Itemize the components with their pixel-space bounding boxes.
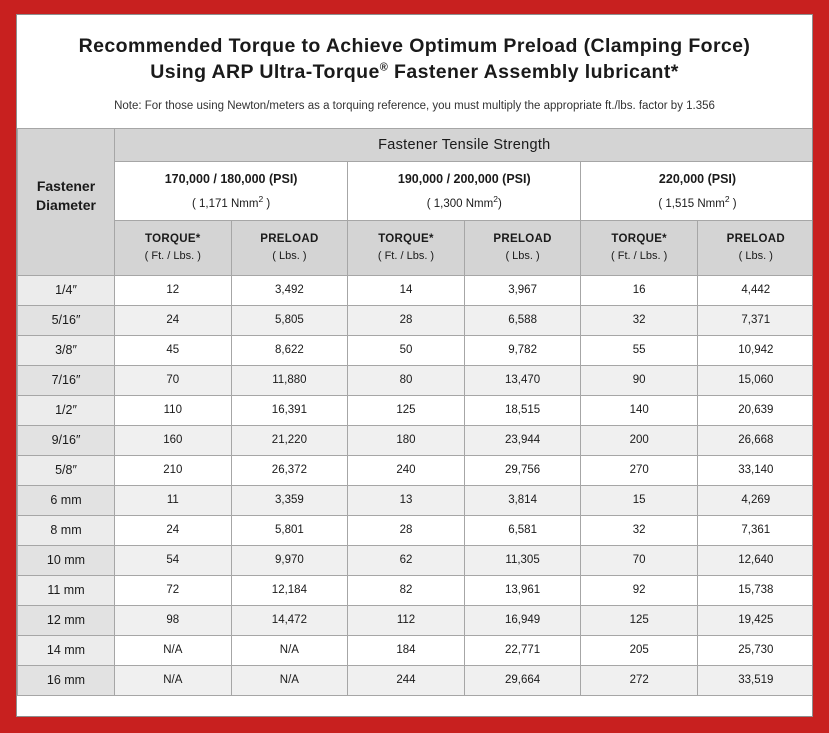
cell-preload-3: 19,425 xyxy=(697,605,813,635)
cell-torque-1: 72 xyxy=(115,575,232,605)
cell-preload-3: 10,942 xyxy=(697,335,813,365)
cell-torque-2: 82 xyxy=(348,575,465,605)
table-row xyxy=(18,575,814,605)
cell-preload-2: 23,944 xyxy=(464,425,581,455)
cell-preload-3: 15,738 xyxy=(697,575,813,605)
cell-torque-1: 110 xyxy=(115,395,232,425)
cell-preload-3: 33,519 xyxy=(697,665,813,695)
row-diameter: 5/8″ xyxy=(18,455,115,485)
cell-torque-3: 15 xyxy=(581,485,698,515)
cell-torque-3: 90 xyxy=(581,365,698,395)
cell-torque-3: 92 xyxy=(581,575,698,605)
cell-torque-1: 45 xyxy=(115,335,232,365)
header-col-torque-1-name: TORQUE* xyxy=(145,233,201,246)
table-row xyxy=(18,515,814,545)
table-row xyxy=(18,545,814,575)
strength-3-metric-main: ( 1,515 Nmm xyxy=(658,198,725,211)
cell-preload-2: 29,756 xyxy=(464,455,581,485)
table-head xyxy=(18,128,814,275)
header-col-preload-3-unit: ( Lbs. ) xyxy=(738,250,773,263)
header-strength-group-3 xyxy=(581,161,813,220)
cell-torque-1: 70 xyxy=(115,365,232,395)
header-col-preload-1 xyxy=(231,220,348,275)
registered-mark: ® xyxy=(379,61,389,74)
row-diameter: 5/16″ xyxy=(18,305,115,335)
cell-preload-2: 3,967 xyxy=(464,275,581,305)
cell-torque-2: 240 xyxy=(348,455,465,485)
cell-preload-1: 3,359 xyxy=(231,485,348,515)
cell-torque-3: 55 xyxy=(581,335,698,365)
cell-preload-3: 26,668 xyxy=(697,425,813,455)
cell-preload-3: 7,361 xyxy=(697,515,813,545)
cell-torque-2: 28 xyxy=(348,305,465,335)
cell-torque-3: 32 xyxy=(581,515,698,545)
row-diameter: 3/8″ xyxy=(18,335,115,365)
cell-preload-1: 12,184 xyxy=(231,575,348,605)
cell-preload-1: 21,220 xyxy=(231,425,348,455)
table-row xyxy=(18,305,814,335)
cell-torque-3: 205 xyxy=(581,635,698,665)
header-col-torque-1-unit: ( Ft. / Lbs. ) xyxy=(144,250,201,263)
cell-torque-3: 32 xyxy=(581,305,698,335)
cell-preload-1: 3,492 xyxy=(231,275,348,305)
cell-torque-2: 13 xyxy=(348,485,465,515)
row-diameter: 6 mm xyxy=(18,485,115,515)
cell-preload-1: 5,801 xyxy=(231,515,348,545)
cell-torque-1: N/A xyxy=(115,635,232,665)
page-title-line2-pre: Using ARP Ultra-Torque xyxy=(150,61,380,84)
cell-preload-3: 7,371 xyxy=(697,305,813,335)
cell-torque-1: 24 xyxy=(115,515,232,545)
strength-3-metric xyxy=(583,194,811,210)
row-diameter: 12 mm xyxy=(18,605,115,635)
header-tensile-strength: Fastener Tensile Strength xyxy=(115,128,814,161)
row-diameter: 9/16″ xyxy=(18,425,115,455)
cell-preload-1: 8,622 xyxy=(231,335,348,365)
header-row-psi xyxy=(18,161,814,220)
row-diameter: 11 mm xyxy=(18,575,115,605)
header-col-preload-3-name: PRELOAD xyxy=(726,233,785,246)
row-diameter: 16 mm xyxy=(18,665,115,695)
header-col-preload-2-name: PRELOAD xyxy=(493,233,552,246)
cell-preload-3: 25,730 xyxy=(697,635,813,665)
header-fastener-diameter xyxy=(18,128,115,275)
header-col-torque-2-unit: ( Ft. / Lbs. ) xyxy=(377,250,435,263)
torque-chart-sheet xyxy=(16,14,813,717)
cell-torque-2: 184 xyxy=(348,635,465,665)
cell-preload-2: 6,581 xyxy=(464,515,581,545)
cell-torque-3: 140 xyxy=(581,395,698,425)
cell-preload-3: 15,060 xyxy=(697,365,813,395)
cell-torque-2: 112 xyxy=(348,605,465,635)
cell-preload-2: 29,664 xyxy=(464,665,581,695)
cell-preload-2: 6,588 xyxy=(464,305,581,335)
row-diameter: 1/4″ xyxy=(18,275,115,305)
header-col-preload-1-unit: ( Lbs. ) xyxy=(272,250,307,263)
header-col-torque-2 xyxy=(348,220,465,275)
header-col-torque-2-name: TORQUE* xyxy=(378,233,434,246)
strength-1-metric-main: ( 1,171 Nmm xyxy=(191,198,259,211)
strength-2-psi: 190,000 / 200,000 (PSI) xyxy=(397,171,531,186)
cell-preload-1: 11,880 xyxy=(231,365,348,395)
page-title-line2-post: Fastener Assembly lubricant* xyxy=(388,61,679,84)
strength-2-metric-sup: 2 xyxy=(493,194,498,205)
cell-preload-2: 22,771 xyxy=(464,635,581,665)
cell-torque-1: 54 xyxy=(115,545,232,575)
page-title-line1: Recommended Torque to Achieve Optimum Preload (Clamping Force) xyxy=(78,35,751,57)
strength-1-metric-sup: 2 xyxy=(258,194,264,205)
strength-1-psi: 170,000 / 180,000 (PSI) xyxy=(164,171,298,186)
cell-torque-2: 244 xyxy=(348,665,465,695)
cell-preload-1: 9,970 xyxy=(231,545,348,575)
cell-preload-1: 16,391 xyxy=(231,395,348,425)
table-row xyxy=(18,365,814,395)
cell-torque-3: 16 xyxy=(581,275,698,305)
cell-torque-3: 272 xyxy=(581,665,698,695)
table-row xyxy=(18,395,814,425)
cell-torque-1: 98 xyxy=(115,605,232,635)
cell-torque-1: 24 xyxy=(115,305,232,335)
cell-torque-2: 125 xyxy=(348,395,465,425)
cell-torque-2: 50 xyxy=(348,335,465,365)
header-strength-group-1 xyxy=(115,161,348,220)
cell-preload-1: N/A xyxy=(231,665,348,695)
table-row xyxy=(18,485,814,515)
cell-torque-3: 270 xyxy=(581,455,698,485)
conversion-note: Note: For those using Newton/meters as a torquing reference, you must multiply the appropriate ft./lbs. factor by 1.356 xyxy=(114,99,715,112)
strength-3-metric-sup: 2 xyxy=(724,194,730,205)
cell-torque-2: 14 xyxy=(348,275,465,305)
title-block xyxy=(17,15,812,128)
strength-3-metric-end: ) xyxy=(729,198,737,211)
cell-torque-2: 180 xyxy=(348,425,465,455)
header-col-torque-1 xyxy=(115,220,232,275)
cell-preload-2: 11,305 xyxy=(464,545,581,575)
cell-preload-1: 14,472 xyxy=(231,605,348,635)
header-col-torque-3 xyxy=(581,220,698,275)
header-col-preload-2 xyxy=(464,220,581,275)
strength-1-metric xyxy=(117,194,345,210)
header-row-group xyxy=(18,128,814,161)
strength-2-metric xyxy=(350,194,578,210)
header-diameter-line2: Diameter xyxy=(36,196,96,213)
cell-preload-2: 18,515 xyxy=(464,395,581,425)
cell-preload-2: 13,961 xyxy=(464,575,581,605)
cell-preload-3: 4,269 xyxy=(697,485,813,515)
table-row xyxy=(18,275,814,305)
cell-torque-3: 200 xyxy=(581,425,698,455)
row-diameter: 14 mm xyxy=(18,635,115,665)
page-title-line2 xyxy=(37,59,792,85)
cell-preload-3: 4,442 xyxy=(697,275,813,305)
table-body xyxy=(18,275,814,695)
cell-preload-1: 26,372 xyxy=(231,455,348,485)
cell-torque-1: 12 xyxy=(115,275,232,305)
strength-2-metric-end: ) xyxy=(497,198,502,211)
cell-preload-2: 16,949 xyxy=(464,605,581,635)
strength-1-metric-end: ) xyxy=(263,198,271,211)
table-row xyxy=(18,335,814,365)
cell-torque-2: 80 xyxy=(348,365,465,395)
row-diameter: 1/2″ xyxy=(18,395,115,425)
table-row xyxy=(18,425,814,455)
strength-2-metric-main: ( 1,300 Nmm xyxy=(426,198,494,211)
cell-torque-1: N/A xyxy=(115,665,232,695)
row-diameter: 7/16″ xyxy=(18,365,115,395)
header-col-preload-2-unit: ( Lbs. ) xyxy=(505,250,540,263)
cell-preload-3: 33,140 xyxy=(697,455,813,485)
cell-preload-1: N/A xyxy=(231,635,348,665)
table-row xyxy=(18,455,814,485)
cell-torque-1: 160 xyxy=(115,425,232,455)
header-row-subcolumns xyxy=(18,220,814,275)
cell-torque-3: 125 xyxy=(581,605,698,635)
header-col-torque-3-unit: ( Ft. / Lbs. ) xyxy=(611,250,668,263)
header-col-preload-1-name: PRELOAD xyxy=(260,233,319,246)
cell-preload-2: 9,782 xyxy=(464,335,581,365)
strength-3-psi: 220,000 (PSI) xyxy=(658,171,737,186)
cell-preload-2: 3,814 xyxy=(464,485,581,515)
cell-torque-1: 210 xyxy=(115,455,232,485)
row-diameter: 8 mm xyxy=(18,515,115,545)
header-col-preload-3 xyxy=(697,220,813,275)
cell-torque-1: 11 xyxy=(115,485,232,515)
cell-preload-2: 13,470 xyxy=(464,365,581,395)
table-row xyxy=(18,635,814,665)
header-strength-group-2 xyxy=(348,161,581,220)
table-row xyxy=(18,665,814,695)
cell-torque-3: 70 xyxy=(581,545,698,575)
cell-torque-2: 28 xyxy=(348,515,465,545)
cell-preload-3: 20,639 xyxy=(697,395,813,425)
header-col-torque-3-name: TORQUE* xyxy=(611,233,667,246)
header-diameter-line1: Fastener xyxy=(36,177,96,194)
cell-preload-1: 5,805 xyxy=(231,305,348,335)
cell-preload-3: 12,640 xyxy=(697,545,813,575)
cell-torque-2: 62 xyxy=(348,545,465,575)
torque-table xyxy=(17,128,813,696)
row-diameter: 10 mm xyxy=(18,545,115,575)
table-row xyxy=(18,605,814,635)
